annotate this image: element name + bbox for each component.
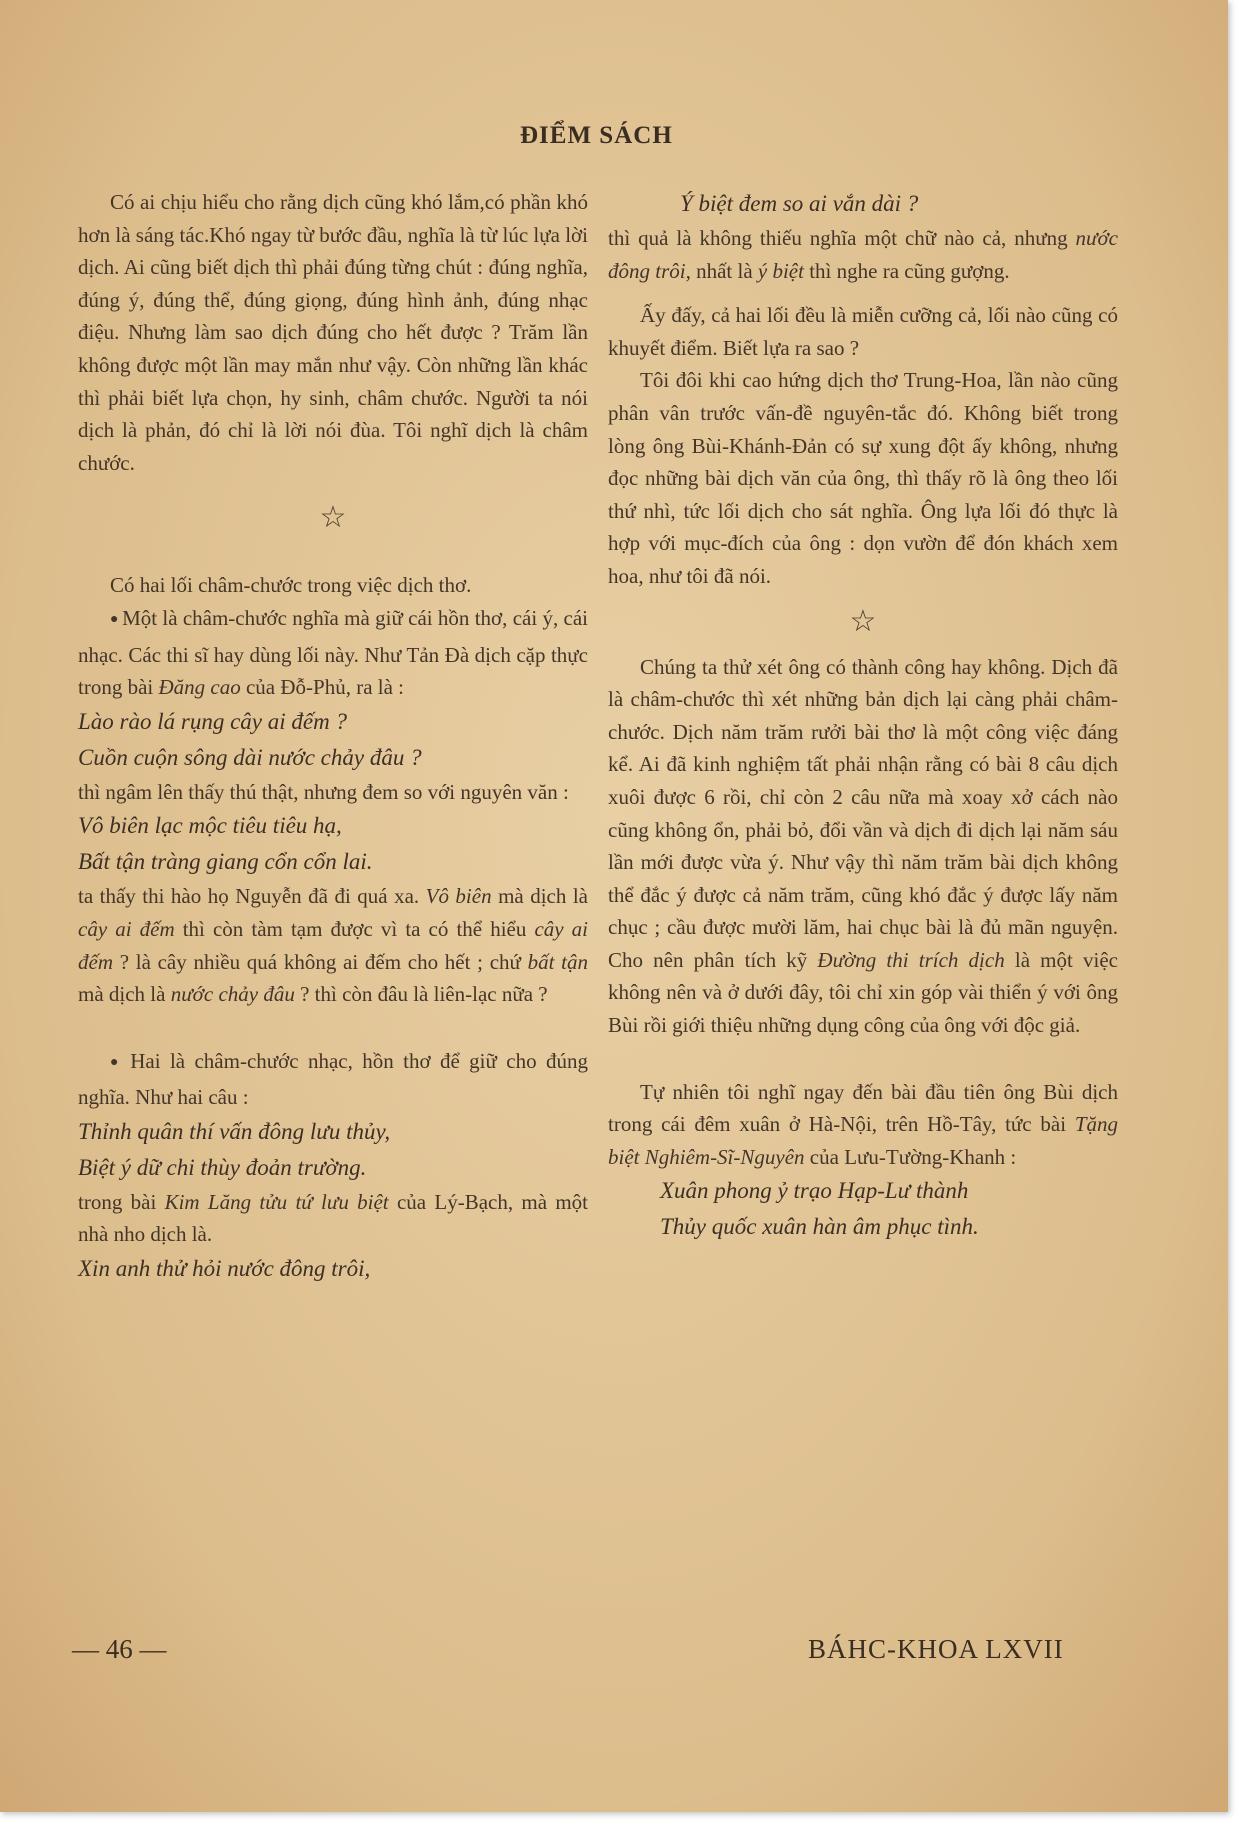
italic-run: ý biệt [757,258,804,283]
paragraph: ● Hai là châm-chước nhạc, hồn thơ để giữ cho đúng nghĩa. Như hai câu : [78,1045,588,1114]
text-run: Chúng ta thử xét ông có thành công hay không. Dịch đã là châm-chước thì xét những bản dịch lại càng phải châm-chước. Dịch năm trăm rưởi bài thơ là một công việc đáng kể. Ai đã kinh nghiệm tất phải nhận rằng có bài 8 câu dịch xuôi được 6 rồi, chỉ còn 2 câu nữa mà xoay xở cách nào cũng không ổn, phải bỏ, đổi vần và dịch đi dịch lại năm sáu lần mới được vừa ý. Như vậy thì năm trăm bài dịch không thể đắc ý được cả năm trăm, cũng khó đắc ý được lấy năm chục ; cầu được mười lăm, hai chục bài là đủ mãn nguyện. Cho nên phân tích kỹ [608,654,1118,972]
left-column [78,186,588,1287]
italic-run: nước đông trôi, [608,226,1118,283]
right-column [608,186,1118,1245]
paragraph [78,880,588,1010]
book-title: Đường thi trích dịch [817,947,1005,972]
text-run: thì còn tàm tạm được vì ta có thể hiểu [174,916,535,941]
verse-line: Xuân phong ỷ trạo Hạp-Lư thành [660,1178,969,1204]
italic-run: Vô biên [425,884,492,909]
text-run: thì nghe ra cũng gượng. [803,258,1010,283]
verse-line: Thỉnh quân thí vấn đông lưu thủy, [78,1118,391,1144]
paragraph: Có ai chịu hiểu cho rằng dịch cũng khó lắm,có phần khó hơn là sáng tác.Khó ngay từ bước đầu, nghĩa là từ lúc lựa lời dịch. Ai cũng biết dịch thì phải đúng từng chút : đúng nghĩa, đúng ý, đúng thể, đúng giọng, đúng hình ảnh, đúng nhạc điệu. Nhưng làm sao dịch đúng cho hết được ? Trăm lần không được một lần may mắn như vậy. Còn những lần khác thì phải biết lựa chọn, hy sinh, châm chước. Người ta nói dịch là phản, đó chỉ là lời nói đùa. Tôi nghĩ dịch là châm chước. [78,190,588,475]
italic-run: nước chảy đâu [170,982,295,1007]
text-run: của Lưu-Tường-Khanh : [804,1144,1017,1169]
paragraph [608,651,1118,1042]
verse-line: Cuồn cuộn sông dài nước chảy đâu ? [78,744,422,770]
paragraph [608,1076,1118,1174]
text-run: là một việc không nên và ở dưới đây, tôi chỉ xin góp vài thiển ý với ông Bùi rồi giới thiệu những dụng công của ông với độc giả. [608,947,1118,1038]
verse-line: Ý biệt đem so ai vắn dài ? [680,191,919,216]
paragraph [78,602,588,704]
italic-run: cây ai đếm [78,916,588,974]
text-run: trong bài [78,1189,165,1214]
paragraph: Có hai lối châm-chước trong việc dịch thơ. [110,573,472,598]
verse-line: Thủy quốc xuân hàn âm phục tình. [660,1214,979,1240]
verse-line: Bất tận tràng giang cổn cổn lai. [78,849,373,875]
star-divider-icon: ☆ [849,604,877,638]
journal-title: BÁHC-KHOA LXVII [808,1634,1064,1664]
paragraph: Ấy đấy, cả hai lối đều là miễn cưỡng cả, lối nào cũng có khuyết điểm. Biết lựa ra sao ? [608,303,1118,360]
text-run: thì quả là không thiếu nghĩa một chữ nào cả, nhưng [608,226,1076,250]
verse-line: Vô biên lạc mộc tiêu tiêu hạ, [78,813,342,839]
text-run: Một là châm-chước nghĩa mà giữ cái hồn thơ, cái ý, cái nhạc. Các thi sĩ hay dùng lối này. Như Tản Đà dịch cặp thực trong bài [78,605,588,700]
poem-title: Đăng cao [158,675,241,700]
paragraph [608,222,1118,287]
text-run: mà dịch là [491,884,588,909]
page-number: — 46 — [72,1634,167,1664]
paragraph: Tôi đôi khi cao hứng dịch thơ Trung-Hoa, lần nào cũng phân vân trước vấn-đề nguyên-tắc đó. Không biết trong lòng ông Bùi-Khánh-Đản có sự xung đột ấy không, nhưng đọc những bài dịch văn của ông, thì thấy rõ là ông theo lối thứ nhì, tức lối dịch cho sát nghĩa. Ông lựa lối đó thực là hợp với mục-đích của ông : dọn vườn để đón khách xem hoa, như tôi đã nói. [608,368,1118,588]
verse-line: Biệt ý dữ chi thùy đoản trường. [78,1154,367,1180]
text-run: ? thì còn đâu là liên-lạc nữa ? [294,982,548,1007]
poem-title: Tặng biệt Nghiêm-Sĩ-Nguyên [608,1112,1118,1169]
italic-run: bất tận [527,949,589,974]
poem-title: Kim Lăng tửu tứ lưu biệt [164,1189,389,1214]
text-run: Tự nhiên tôi nghĩ ngay đến bài đầu tiên ông Bùi dịch trong cái đêm xuân ở Hà-Nội, trên Hồ-Tây, tức bài [608,1079,1118,1137]
text-run: ? là cây nhiều quá không ai đếm cho hết ; chứ [113,949,528,974]
text-run: của Lý-Bạch, mà một nhà nho dịch là. [78,1189,589,1247]
paragraph: thì ngâm lên thấy thú thật, nhưng đem so với nguyên văn : [78,779,569,804]
text-run: của Đỗ-Phủ, ra là : [240,675,405,700]
verse-line: Lào rào lá rụng cây ai đếm ? [78,708,347,734]
text-run: nhất là [690,258,758,283]
paragraph [78,1186,588,1251]
section-header: ĐIỂM SÁCH [520,122,673,149]
text-run: ta thấy thi hào họ Nguyễn đã đi quá xa. [78,884,426,909]
star-divider-icon: ☆ [319,501,347,535]
verse-line: Xin anh thử hỏi nước đông trôi, [78,1256,371,1282]
italic-run: cây ai đếm [78,916,175,941]
text-run: mà dịch là [78,982,171,1007]
